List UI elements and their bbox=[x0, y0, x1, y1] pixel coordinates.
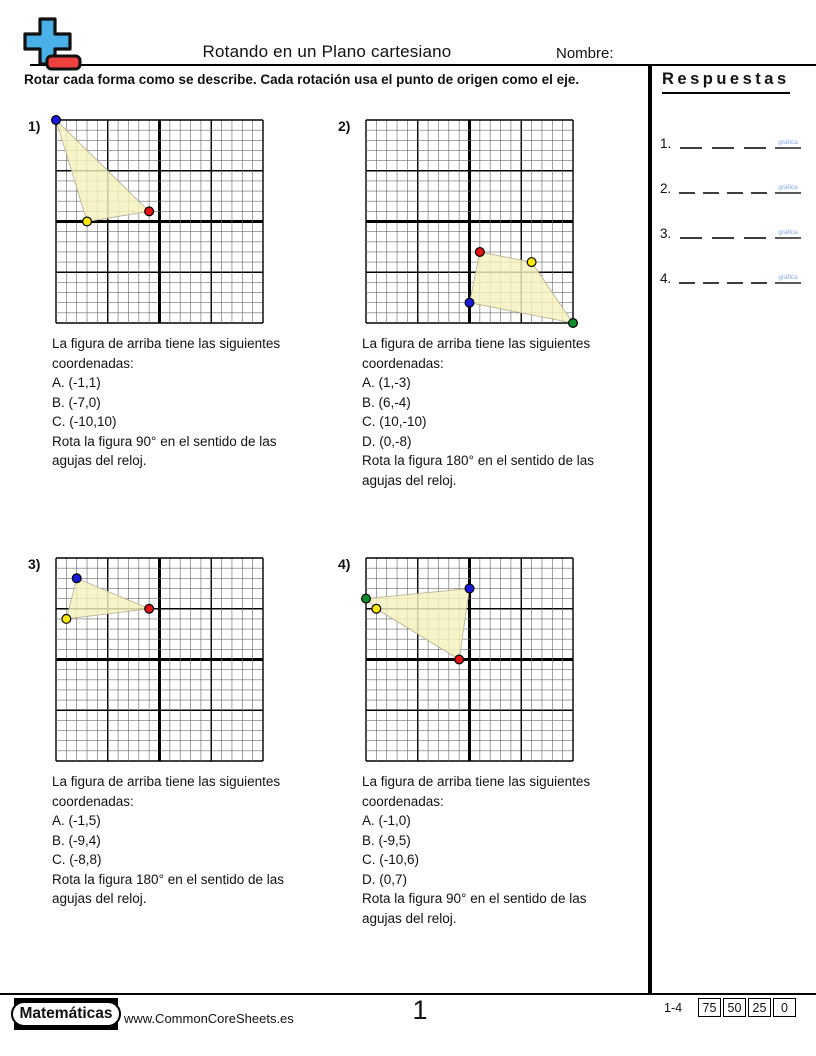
header-rule bbox=[30, 64, 816, 66]
answer-list bbox=[660, 118, 810, 298]
coordinate-grid bbox=[56, 120, 263, 323]
problem-text-line: coordenadas: bbox=[52, 793, 134, 809]
vertex-dot-A bbox=[455, 655, 464, 664]
vertex-dot-B bbox=[83, 217, 92, 226]
answer-blank[interactable] bbox=[727, 185, 743, 194]
vertex-dot-A bbox=[145, 604, 154, 613]
problem-text-line: D. (0,7) bbox=[362, 871, 408, 887]
brand-logo-icon bbox=[16, 16, 84, 72]
problem-text-line: La figura de arriba tiene las siguientes bbox=[362, 336, 591, 351]
score-table bbox=[698, 998, 796, 1017]
answers-title: Respuestas bbox=[662, 70, 790, 94]
answer-blank[interactable] bbox=[679, 275, 695, 284]
problem-text-line: B. (-9,5) bbox=[362, 832, 411, 848]
score-cell: 25 bbox=[748, 998, 771, 1017]
problem-block bbox=[334, 554, 644, 992]
problem-block bbox=[24, 554, 334, 992]
vertex-dot-C bbox=[362, 594, 371, 603]
answer-number: 4. bbox=[660, 271, 672, 286]
problem-text-line: A. (-1,5) bbox=[52, 813, 101, 828]
brand-badge bbox=[14, 998, 118, 1030]
problem-text-line: agujas del reloj. bbox=[362, 472, 457, 488]
grafica-link[interactable]: gráfica bbox=[775, 139, 801, 149]
answer-blank[interactable] bbox=[680, 230, 702, 239]
problem-text-line: Rota la figura 90° en el sentido de las bbox=[362, 891, 587, 906]
answer-blank[interactable] bbox=[751, 185, 767, 194]
score-cell: 0 bbox=[773, 998, 796, 1017]
score-range-label: 1-4 bbox=[664, 1001, 683, 1015]
vertex-dot-B bbox=[62, 615, 71, 624]
problem-text-line: coordenadas: bbox=[52, 355, 134, 371]
coordinate-grid bbox=[366, 558, 573, 761]
grafica-link[interactable]: gráfica bbox=[775, 184, 801, 194]
vertex-dot-D bbox=[465, 584, 474, 593]
answer-blank[interactable] bbox=[751, 275, 767, 284]
answer-blank[interactable] bbox=[712, 140, 734, 149]
answer-blank[interactable] bbox=[703, 275, 719, 284]
problems-grid bbox=[24, 116, 648, 992]
problem-block bbox=[334, 116, 644, 554]
problem-number: 1) bbox=[28, 118, 41, 134]
problem-text-line: B. (-7,0) bbox=[52, 394, 101, 410]
problem-text-line: B. (6,-4) bbox=[362, 394, 411, 410]
problem-number: 3) bbox=[28, 556, 41, 572]
problem-number: 2) bbox=[338, 118, 351, 134]
vertex-dot-A bbox=[145, 207, 154, 216]
worksheet-instructions: Rotar cada forma como se describe. Cada rotación usa el punto de origen como el eje. bbox=[24, 72, 580, 87]
problem-text-line: D. (0,-8) bbox=[362, 433, 412, 449]
vertex-dot-B bbox=[527, 258, 536, 267]
problem-text-line: Rota la figura 180° en el sentido de las bbox=[52, 871, 285, 887]
score-cell: 75 bbox=[698, 998, 721, 1017]
answer-blank[interactable] bbox=[744, 140, 766, 149]
answer-blank[interactable] bbox=[703, 185, 719, 194]
vertex-dot-A bbox=[475, 248, 484, 257]
grafica-link[interactable]: gráfica bbox=[775, 274, 801, 284]
answers-panel bbox=[660, 70, 810, 298]
vertex-dot-C bbox=[52, 116, 61, 125]
problem-text-line: C. (-10,6) bbox=[362, 852, 420, 867]
grafica-link[interactable]: gráfica bbox=[775, 229, 801, 239]
problem-text-line: C. (-10,10) bbox=[52, 414, 117, 429]
problem-text-line: A. (-1,1) bbox=[52, 375, 101, 390]
page-number: 1 bbox=[412, 995, 428, 1025]
problem-text-line: Rota la figura 180° en el sentido de las bbox=[362, 453, 595, 468]
answer-blank[interactable] bbox=[679, 185, 695, 194]
score-cell: 50 bbox=[723, 998, 746, 1017]
problem-text-line: C. (10,-10) bbox=[362, 414, 427, 429]
vertex-dot-C bbox=[569, 319, 578, 328]
problem-text-line: A. (-1,0) bbox=[362, 813, 411, 828]
problem-text-line: La figura de arriba tiene las siguientes bbox=[52, 336, 281, 351]
problem-text-line: agujas del reloj. bbox=[52, 891, 147, 906]
minus-icon bbox=[47, 56, 80, 69]
problem-text-line: Rota la figura 90° en el sentido de las bbox=[52, 433, 277, 449]
problem-text-line: La figura de arriba tiene las siguientes bbox=[52, 774, 281, 789]
problem-text bbox=[52, 334, 352, 471]
coordinate-grid bbox=[366, 120, 573, 323]
answer-number: 1. bbox=[660, 136, 672, 151]
vertex-dot-C bbox=[72, 574, 81, 583]
problem-text bbox=[362, 334, 662, 490]
brand-name: Matemáticas bbox=[11, 1001, 120, 1027]
vertex-dot-B bbox=[372, 604, 381, 613]
answer-row bbox=[660, 118, 810, 163]
answer-blank[interactable] bbox=[727, 275, 743, 284]
problem-block bbox=[24, 116, 334, 554]
problem-text-line: coordenadas: bbox=[362, 355, 444, 371]
problem-text bbox=[52, 772, 352, 909]
answer-number: 2. bbox=[660, 181, 672, 196]
problem-text bbox=[362, 772, 662, 928]
problem-text-line: A. (1,-3) bbox=[362, 375, 411, 390]
answer-blank[interactable] bbox=[680, 140, 702, 149]
name-label: Nombre: bbox=[556, 45, 614, 62]
coordinate-grid bbox=[56, 558, 263, 761]
answer-blank[interactable] bbox=[712, 230, 734, 239]
answer-row bbox=[660, 253, 810, 298]
problem-text-line: B. (-9,4) bbox=[52, 832, 101, 848]
problem-number: 4) bbox=[338, 556, 351, 572]
page-title: Rotando en un Plano cartesiano bbox=[202, 42, 452, 61]
answer-row bbox=[660, 208, 810, 253]
answer-row bbox=[660, 163, 810, 208]
problem-text-line: agujas del reloj. bbox=[362, 910, 457, 926]
problem-text-line: C. (-8,8) bbox=[52, 852, 102, 867]
problem-text-line: agujas del reloj. bbox=[52, 453, 147, 468]
vertex-dot-D bbox=[465, 298, 474, 307]
answer-number: 3. bbox=[660, 226, 672, 241]
website-link[interactable]: www.CommonCoreSheets.es bbox=[124, 1011, 294, 1026]
answer-blank[interactable] bbox=[744, 230, 766, 239]
problem-text-line: La figura de arriba tiene las siguientes bbox=[362, 774, 591, 789]
problem-text-line: coordenadas: bbox=[362, 793, 444, 809]
